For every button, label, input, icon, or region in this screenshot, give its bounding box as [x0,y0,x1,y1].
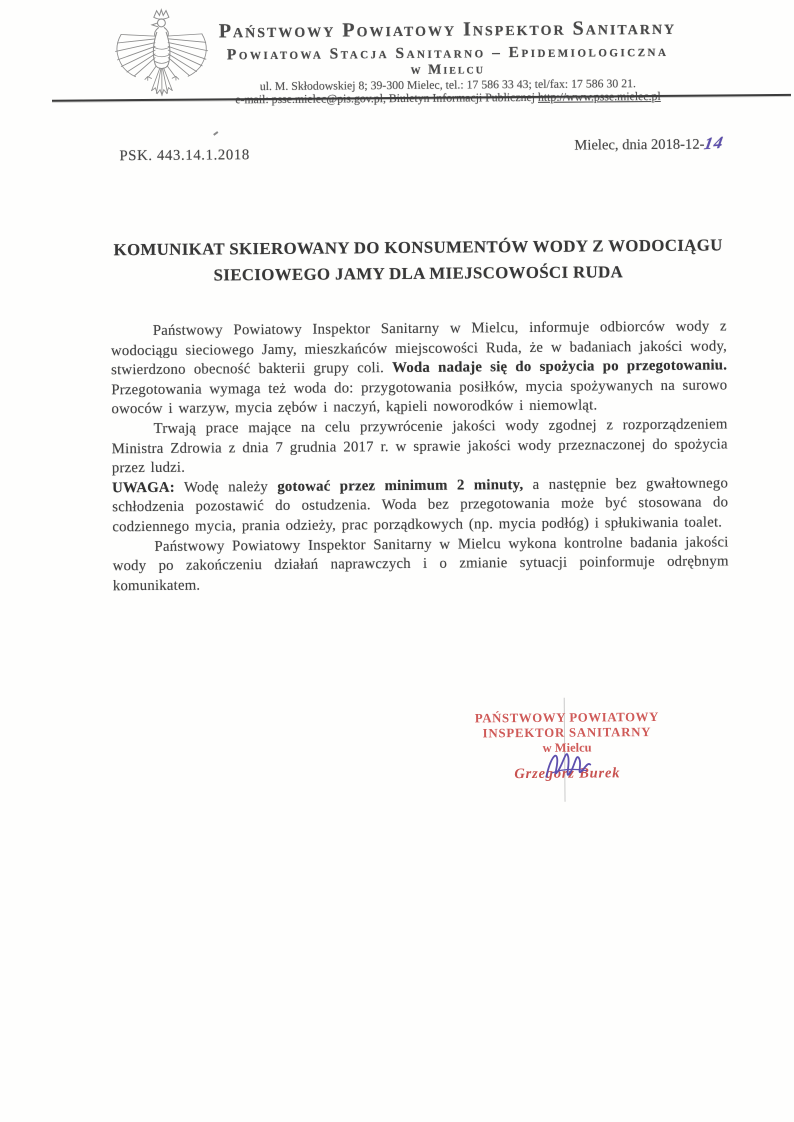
p1-text-a: Państwowy Powiatowy Inspektor Sanitarny w Mielcu, informuje odbiorców wody z wodociągu sieciowego Jamy, mieszkańców miejscowości Ruda, że w badaniach jakości wody, stwierdzono obecność bakterii grupy coli. [110,318,728,379]
stamp-line1: PAŃSTWOWY POWIATOWY [474,709,659,726]
p3-uwaga-label: UWAGA: [111,479,175,497]
org-name-line1: Państwowy Powiatowy Inspektor Sanitarny [218,16,677,43]
handwritten-day: 14 [702,132,726,154]
stamp-line3: w Mielcu [542,740,592,755]
place-and-date [574,132,726,154]
handwritten-signature-icon [538,742,596,784]
paragraph-4: Państwowy Powiatowy Inspektor Sanitarny w Mielcu wykona kontrolne badania jakości wody po zakończeniu działań naprawczych i o zmianie sytuacji poinformuje odrębnym komunikatem. [112,533,729,594]
place-date-printed: Mielec, dnia 2018-12- [574,136,705,154]
document-title: KOMUNIKAT SKIEROWANY DO KONSUMENTÓW WODY Z WODOCIĄGU SIECIOWEGO JAMY DLA MIEJSCOWOŚCI RUDA [113,235,723,285]
org-address-line: ul. M. Skłodowskiej 8; 39-300 Mielec, tel.: 17 586 33 43; tel/fax: 17 586 30 21. [259,76,637,94]
p1-text-c: Przegotowania wymaga też woda do: przygotowania posiłków, mycia spożywanych na surowo owoców i warzyw, mycia zębów i naczyń, kąpieli noworodków i niemowląt. [111,377,728,418]
case-number: PSK. 443.14.1.2018 [119,147,250,165]
p3-bold-boiling-instruction: gotować przez minimum 2 minuty, [277,476,524,495]
stamp-line2: INSPEKTOR SANITARNY [482,725,652,741]
org-name-line2: Powiatowa Stacja Sanitarno – Epidemiologiczna [226,42,669,64]
official-stamp [452,710,683,784]
paragraph-1 [111,317,728,420]
org-name-line3: w Mielcu [410,62,486,78]
p3-text-b: Wodę należy [174,478,278,496]
scan-artifact-mark [213,131,218,136]
polish-eagle-emblem-icon [108,7,215,102]
p1-bold-warning: Woda nadaje się do spożycia po przegotowaniu. [392,357,728,377]
paragraph-3-uwaga [112,474,728,538]
document-body [111,317,729,596]
letterhead [206,16,689,107]
paragraph-2: Trwają prace mające na celu przywrócenie jakości wody zgodnej z rozporządzeniem Ministra Zdrowia z dnia 7 grudnia 2017 r. w sprawie jakości wody przeznaczonej do spożycia przez ludzi. [111,416,728,477]
signature-facsimile-name: Grzegorz Burek [514,765,621,783]
p3-text-d: a następnie bez gwałtownego schłodzenia pozostawić do ostudzenia. Woda bez przegotowania może być stosowana do codziennego mycia, prania odzieży, prac porządkowych (np. mycia podłóg) i spłukiwania toalet. [112,475,729,536]
